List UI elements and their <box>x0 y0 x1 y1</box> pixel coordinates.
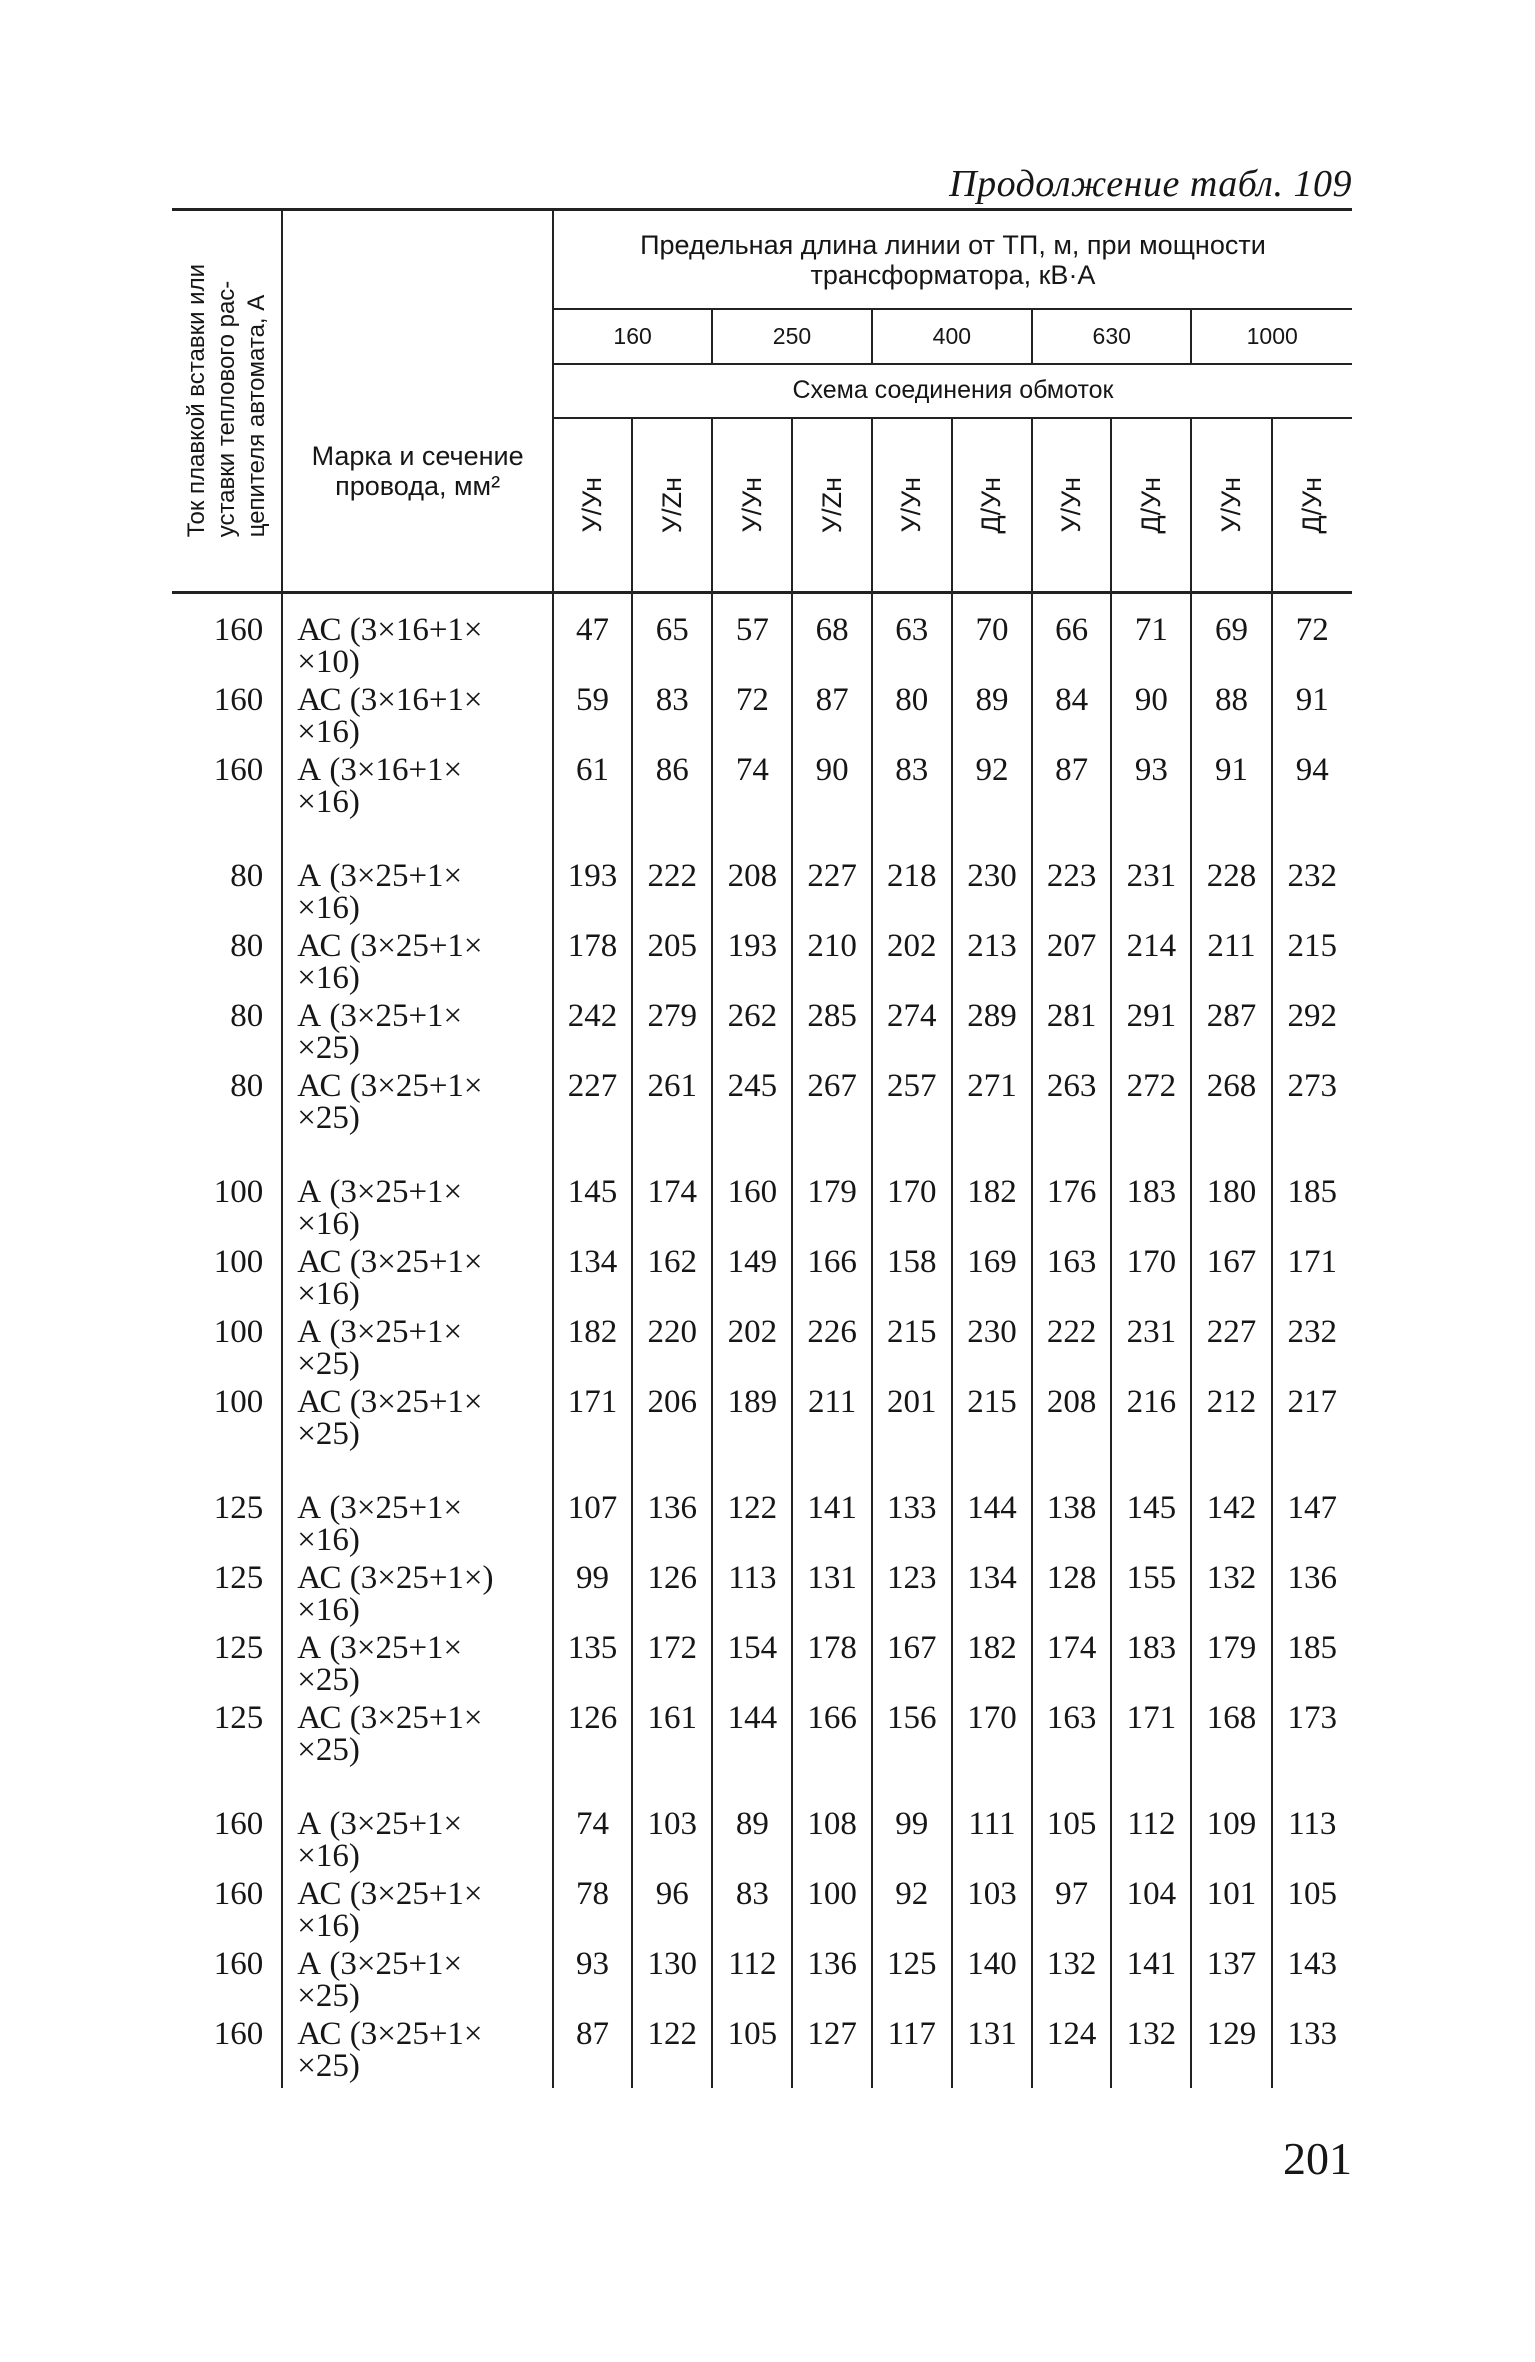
length-value-cell: 216 <box>1111 1386 1191 1456</box>
connection-label: Д/Ун <box>1296 476 1327 534</box>
length-value-cell: 182 <box>952 1176 1032 1246</box>
wire-cell: А (3×25+1× ×16) <box>282 860 553 930</box>
current-cell: 125 <box>172 1632 282 1702</box>
length-value-cell: 122 <box>712 1492 792 1562</box>
length-value-cell: 222 <box>1032 1316 1111 1386</box>
length-value-cell: 291 <box>1111 1000 1191 1070</box>
length-value-cell: 268 <box>1191 1070 1271 1140</box>
table-body <box>172 593 1352 2089</box>
length-value-cell: 245 <box>712 1070 792 1140</box>
length-value-cell: 128 <box>1032 1562 1111 1632</box>
connection-header <box>553 418 632 592</box>
length-value-cell: 71 <box>1111 593 1191 685</box>
length-header-title <box>553 210 1352 310</box>
table-row <box>172 684 1352 754</box>
table-row <box>172 1632 1352 1702</box>
length-value-cell: 166 <box>792 1246 871 1316</box>
connection-label: У/Ун <box>736 477 767 533</box>
length-value-cell: 83 <box>872 754 952 824</box>
length-value-cell: 63 <box>872 593 952 685</box>
length-value-cell: 208 <box>1032 1386 1111 1456</box>
wire-cell: А (3×25+1× ×25) <box>282 1316 553 1386</box>
wire-cell: АС (3×25+1× ×16) <box>282 930 553 1000</box>
connection-label: Д/Ун <box>1135 476 1166 534</box>
length-value-cell: 86 <box>632 754 712 824</box>
length-value-cell: 137 <box>1191 1948 1271 2018</box>
length-value-cell: 272 <box>1111 1070 1191 1140</box>
length-value-cell: 261 <box>632 1070 712 1140</box>
length-value-cell: 220 <box>632 1316 712 1386</box>
current-cell: 100 <box>172 1316 282 1386</box>
length-value-cell: 133 <box>872 1492 952 1562</box>
length-value-cell: 162 <box>632 1246 712 1316</box>
length-value-cell: 149 <box>712 1246 792 1316</box>
length-value-cell: 211 <box>792 1386 871 1456</box>
length-value-cell: 134 <box>553 1246 632 1316</box>
length-value-cell: 105 <box>1032 1808 1111 1878</box>
length-value-cell: 105 <box>1287 1876 1338 1912</box>
length-value-cell: 230 <box>952 860 1032 930</box>
length-header-text: Предельная длина линии от ТП, м, при мощности трансформатора, кВ·А <box>640 229 1266 290</box>
length-value-cell: 218 <box>872 860 952 930</box>
current-cell: 160 <box>172 754 282 824</box>
table-row <box>172 1562 1352 1632</box>
length-value-cell: 68 <box>792 593 871 685</box>
table-row <box>172 1808 1352 1878</box>
length-value-cell: 107 <box>553 1492 632 1562</box>
wire-cell: А (3×25+1× ×25) <box>282 1000 553 1070</box>
length-value-cell: 87 <box>553 2018 632 2088</box>
length-value-cell: 144 <box>952 1492 1032 1562</box>
length-value-cell: 138 <box>1032 1492 1111 1562</box>
length-value-cell: 154 <box>712 1632 792 1702</box>
group-gap <box>172 1772 1352 1808</box>
current-cell: 100 <box>172 1176 282 1246</box>
length-value-cell: 132 <box>1191 1562 1271 1632</box>
table-row <box>172 1492 1352 1562</box>
table-row <box>172 1176 1352 1246</box>
length-value-cell: 215 <box>872 1316 952 1386</box>
current-cell: 100 <box>172 1386 282 1456</box>
length-value-cell: 289 <box>952 1000 1032 1070</box>
table-row <box>172 1702 1352 1772</box>
current-cell: 125 <box>172 1562 282 1632</box>
current-cell: 80 <box>172 860 282 930</box>
length-value-cell: 242 <box>553 1000 632 1070</box>
length-value-cell: 231 <box>1111 1316 1191 1386</box>
length-value-cell: 179 <box>1191 1632 1271 1702</box>
length-value-cell: 96 <box>632 1878 712 1948</box>
connection-header <box>632 418 712 592</box>
length-value-cell: 168 <box>1191 1702 1271 1772</box>
length-value-cell: 183 <box>1111 1176 1191 1246</box>
length-value-cell: 141 <box>1111 1948 1191 2018</box>
length-value-cell: 180 <box>1191 1176 1271 1246</box>
current-cell: 160 <box>172 593 282 685</box>
length-value-cell: 281 <box>1032 1000 1111 1070</box>
wire-cell: АС (3×16+1× ×10) <box>282 593 553 685</box>
length-value-cell: 202 <box>712 1316 792 1386</box>
length-value-cell: 65 <box>632 593 712 685</box>
length-value-cell: 94 <box>1295 752 1329 788</box>
connection-header <box>712 418 792 592</box>
length-value-cell: 57 <box>712 593 792 685</box>
wire-cell: АС (3×25+1× ×25) <box>282 2018 553 2088</box>
length-value-cell: 262 <box>712 1000 792 1070</box>
length-value-cell: 161 <box>632 1702 712 1772</box>
connection-header <box>872 418 952 592</box>
length-value-cell: 136 <box>1287 1560 1338 1596</box>
length-value-cell: 155 <box>1111 1562 1191 1632</box>
group-gap <box>172 1456 1352 1492</box>
length-value-cell: 74 <box>712 754 792 824</box>
power-header: 1000 <box>1191 309 1352 364</box>
length-value-cell: 145 <box>553 1176 632 1246</box>
length-value-cell: 193 <box>553 860 632 930</box>
length-value-cell: 173 <box>1287 1700 1338 1736</box>
length-value-cell: 207 <box>1032 930 1111 1000</box>
length-value-cell: 167 <box>872 1632 952 1702</box>
length-value-cell: 93 <box>1111 754 1191 824</box>
length-value-cell: 69 <box>1191 593 1271 685</box>
length-value-cell: 208 <box>712 860 792 930</box>
length-value-cell: 215 <box>1287 928 1338 964</box>
power-header: 400 <box>872 309 1032 364</box>
length-value-cell: 142 <box>1191 1492 1271 1562</box>
length-value-cell: 222 <box>632 860 712 930</box>
length-value-cell: 136 <box>792 1948 871 2018</box>
current-cell: 160 <box>172 684 282 754</box>
length-value-cell: 129 <box>1191 2018 1271 2088</box>
length-value-cell: 227 <box>1191 1316 1271 1386</box>
length-value-cell: 74 <box>553 1808 632 1878</box>
length-value-cell: 97 <box>1032 1878 1111 1948</box>
length-value-cell: 103 <box>952 1878 1032 1948</box>
length-value-cell: 135 <box>553 1632 632 1702</box>
length-value-cell: 92 <box>872 1878 952 1948</box>
length-value-cell: 72 <box>1295 612 1329 648</box>
table-row <box>172 860 1352 930</box>
wire-cell: А (3×16+1× ×16) <box>282 754 553 824</box>
length-value-cell: 170 <box>872 1176 952 1246</box>
length-value-cell: 156 <box>872 1702 952 1772</box>
length-value-cell: 215 <box>952 1386 1032 1456</box>
length-value-cell: 127 <box>792 2018 871 2088</box>
length-value-cell: 232 <box>1287 858 1338 894</box>
length-value-cell: 47 <box>553 593 632 685</box>
length-value-cell: 147 <box>1287 1490 1338 1526</box>
current-cell: 160 <box>172 1948 282 2018</box>
length-value-cell: 80 <box>872 684 952 754</box>
length-value-cell: 230 <box>952 1316 1032 1386</box>
length-value-cell: 104 <box>1111 1878 1191 1948</box>
current-cell: 80 <box>172 1000 282 1070</box>
length-value-cell: 124 <box>1032 2018 1111 2088</box>
table-row <box>172 2018 1352 2088</box>
length-value-cell: 210 <box>792 930 871 1000</box>
length-value-cell: 108 <box>792 1808 871 1878</box>
length-value-cell: 206 <box>632 1386 712 1456</box>
length-value-cell: 126 <box>632 1562 712 1632</box>
current-cell: 80 <box>172 930 282 1000</box>
length-value-cell: 213 <box>952 930 1032 1000</box>
length-value-cell: 160 <box>712 1176 792 1246</box>
length-value-cell: 172 <box>632 1632 712 1702</box>
length-value-cell: 214 <box>1111 930 1191 1000</box>
length-value-cell: 126 <box>553 1702 632 1772</box>
length-value-cell: 131 <box>952 2018 1032 2088</box>
table-continuation-caption: Продолжение табл. 109 <box>949 163 1352 205</box>
length-value-cell: 158 <box>872 1246 952 1316</box>
length-value-cell: 178 <box>553 930 632 1000</box>
wire-cell: АС (3×25+1× ×25) <box>282 1070 553 1140</box>
length-value-cell: 271 <box>952 1070 1032 1140</box>
wire-cell: АС (3×16+1× ×16) <box>282 684 553 754</box>
table-row <box>172 1386 1352 1456</box>
connection-header <box>952 418 1032 592</box>
length-value-cell: 292 <box>1287 998 1338 1034</box>
length-value-cell: 112 <box>1111 1808 1191 1878</box>
length-value-cell: 70 <box>952 593 1032 685</box>
table-row <box>172 593 1352 685</box>
length-value-cell: 140 <box>952 1948 1032 2018</box>
length-value-cell: 78 <box>553 1878 632 1948</box>
current-cell: 125 <box>172 1702 282 1772</box>
length-value-cell: 66 <box>1032 593 1111 685</box>
length-value-cell: 257 <box>872 1070 952 1140</box>
length-value-cell: 231 <box>1111 860 1191 930</box>
length-value-cell: 170 <box>1111 1246 1191 1316</box>
length-value-cell: 59 <box>553 684 632 754</box>
current-column-header <box>172 210 282 593</box>
length-value-cell: 136 <box>632 1492 712 1562</box>
wire-cell: А (3×25+1× ×16) <box>282 1492 553 1562</box>
length-value-cell: 170 <box>952 1702 1032 1772</box>
length-value-cell: 169 <box>952 1246 1032 1316</box>
length-value-cell: 201 <box>872 1386 952 1456</box>
length-value-cell: 83 <box>632 684 712 754</box>
table-row <box>172 1878 1352 1948</box>
length-value-cell: 171 <box>1111 1702 1191 1772</box>
length-value-cell: 205 <box>632 930 712 1000</box>
table-row <box>172 930 1352 1000</box>
length-value-cell: 117 <box>872 2018 952 2088</box>
length-value-cell: 212 <box>1191 1386 1271 1456</box>
length-value-cell: 211 <box>1191 930 1271 1000</box>
length-value-cell: 83 <box>712 1878 792 1948</box>
wire-cell: А (3×25+1× ×16) <box>282 1176 553 1246</box>
current-cell: 80 <box>172 1070 282 1140</box>
length-value-cell: 227 <box>553 1070 632 1140</box>
length-value-cell: 183 <box>1111 1632 1191 1702</box>
power-header: 250 <box>712 309 871 364</box>
connection-label: У/Zн <box>816 477 847 534</box>
current-cell: 100 <box>172 1246 282 1316</box>
current-column-label: Ток плавкой вставки или уставки теплового рас- цепителя автомата, А <box>182 264 270 538</box>
connection-header <box>1272 418 1352 592</box>
length-value-cell: 87 <box>792 684 871 754</box>
length-value-cell: 131 <box>792 1562 871 1632</box>
length-value-cell: 263 <box>1032 1070 1111 1140</box>
length-value-cell: 228 <box>1191 860 1271 930</box>
wire-column-label: Марка и сечение провода, мм² <box>311 441 524 501</box>
connection-label: У/Ун <box>896 477 927 533</box>
length-value-cell: 132 <box>1111 2018 1191 2088</box>
length-value-cell: 84 <box>1032 684 1111 754</box>
length-value-cell: 267 <box>792 1070 871 1140</box>
length-value-cell: 134 <box>952 1562 1032 1632</box>
length-value-cell: 274 <box>872 1000 952 1070</box>
connection-label: У/Ун <box>1216 477 1247 533</box>
connection-header <box>1111 418 1191 592</box>
length-value-cell: 89 <box>952 684 1032 754</box>
length-value-cell: 167 <box>1191 1246 1271 1316</box>
connection-header <box>792 418 871 592</box>
length-value-cell: 185 <box>1287 1174 1338 1210</box>
length-value-cell: 285 <box>792 1000 871 1070</box>
length-value-cell: 112 <box>712 1948 792 2018</box>
length-value-cell: 122 <box>632 2018 712 2088</box>
length-value-cell: 287 <box>1191 1000 1271 1070</box>
length-value-cell: 223 <box>1032 860 1111 930</box>
length-value-cell: 113 <box>712 1562 792 1632</box>
current-cell: 160 <box>172 1878 282 1948</box>
length-value-cell: 91 <box>1295 682 1329 718</box>
length-value-cell: 91 <box>1191 754 1271 824</box>
length-value-cell: 232 <box>1287 1314 1338 1350</box>
wire-cell: АС (3×25+1× ×25) <box>282 1386 553 1456</box>
length-value-cell: 101 <box>1191 1878 1271 1948</box>
length-value-cell: 226 <box>792 1316 871 1386</box>
length-value-cell: 89 <box>712 1808 792 1878</box>
wire-cell: А (3×25+1× ×25) <box>282 1948 553 2018</box>
data-table <box>172 208 1352 2088</box>
length-value-cell: 109 <box>1191 1808 1271 1878</box>
connection-header <box>1032 418 1111 592</box>
length-value-cell: 171 <box>1287 1244 1338 1280</box>
current-cell: 160 <box>172 2018 282 2088</box>
wire-column-header <box>282 210 553 593</box>
wire-cell: АС (3×25+1× ×16) <box>282 1246 553 1316</box>
length-value-cell: 130 <box>632 1948 712 2018</box>
current-cell: 125 <box>172 1492 282 1562</box>
length-value-cell: 145 <box>1111 1492 1191 1562</box>
length-value-cell: 163 <box>1032 1246 1111 1316</box>
length-value-cell: 99 <box>872 1808 952 1878</box>
length-value-cell: 171 <box>553 1386 632 1456</box>
length-value-cell: 182 <box>553 1316 632 1386</box>
group-gap <box>172 824 1352 860</box>
current-cell: 160 <box>172 1808 282 1878</box>
length-value-cell: 92 <box>952 754 1032 824</box>
table-row <box>172 1246 1352 1316</box>
length-value-cell: 99 <box>553 1562 632 1632</box>
page-number: 201 <box>1283 2133 1352 2184</box>
length-value-cell: 87 <box>1032 754 1111 824</box>
connection-header <box>1191 418 1271 592</box>
table-row <box>172 1070 1352 1140</box>
table-row <box>172 1948 1352 2018</box>
length-value-cell: 103 <box>632 1808 712 1878</box>
length-value-cell: 100 <box>792 1878 871 1948</box>
table-row <box>172 1000 1352 1070</box>
length-value-cell: 189 <box>712 1386 792 1456</box>
wire-cell: АС (3×25+1×) ×16) <box>282 1562 553 1632</box>
length-value-cell: 273 <box>1287 1068 1338 1104</box>
length-value-cell: 105 <box>712 2018 792 2088</box>
length-value-cell: 178 <box>792 1632 871 1702</box>
length-value-cell: 141 <box>792 1492 871 1562</box>
connection-label: У/Ун <box>1056 477 1087 533</box>
length-value-cell: 182 <box>952 1632 1032 1702</box>
length-value-cell: 125 <box>872 1948 952 2018</box>
length-value-cell: 176 <box>1032 1176 1111 1246</box>
length-value-cell: 93 <box>553 1948 632 2018</box>
wire-cell: А (3×25+1× ×25) <box>282 1632 553 1702</box>
wire-cell: А (3×25+1× ×16) <box>282 1808 553 1878</box>
scheme-header: Схема соединения обмоток <box>553 364 1352 419</box>
length-value-cell: 166 <box>792 1702 871 1772</box>
length-value-cell: 185 <box>1287 1630 1338 1666</box>
length-value-cell: 113 <box>1288 1806 1337 1842</box>
length-value-cell: 123 <box>872 1562 952 1632</box>
connection-label: Д/Ун <box>976 476 1007 534</box>
length-value-cell: 163 <box>1032 1702 1111 1772</box>
power-header: 160 <box>553 309 712 364</box>
wire-cell: АС (3×25+1× ×25) <box>282 1702 553 1772</box>
length-value-cell: 111 <box>952 1808 1032 1878</box>
length-value-cell: 227 <box>792 860 871 930</box>
power-header: 630 <box>1032 309 1191 364</box>
length-value-cell: 202 <box>872 930 952 1000</box>
table-row <box>172 754 1352 824</box>
length-value-cell: 72 <box>712 684 792 754</box>
length-value-cell: 174 <box>1032 1632 1111 1702</box>
table-header <box>172 210 1352 593</box>
length-value-cell: 133 <box>1287 2016 1338 2052</box>
length-value-cell: 90 <box>1111 684 1191 754</box>
length-value-cell: 132 <box>1032 1948 1111 2018</box>
table-row <box>172 1316 1352 1386</box>
length-value-cell: 90 <box>792 754 871 824</box>
connection-label: У/Zн <box>656 477 687 534</box>
length-value-cell: 179 <box>792 1176 871 1246</box>
connection-label: У/Ун <box>577 477 608 533</box>
length-value-cell: 174 <box>632 1176 712 1246</box>
length-value-cell: 193 <box>712 930 792 1000</box>
group-gap <box>172 1140 1352 1176</box>
length-value-cell: 143 <box>1287 1946 1338 1982</box>
length-value-cell: 217 <box>1287 1384 1338 1420</box>
length-value-cell: 88 <box>1191 684 1271 754</box>
length-value-cell: 279 <box>632 1000 712 1070</box>
wire-cell: АС (3×25+1× ×16) <box>282 1878 553 1948</box>
length-value-cell: 61 <box>553 754 632 824</box>
length-value-cell: 144 <box>712 1702 792 1772</box>
